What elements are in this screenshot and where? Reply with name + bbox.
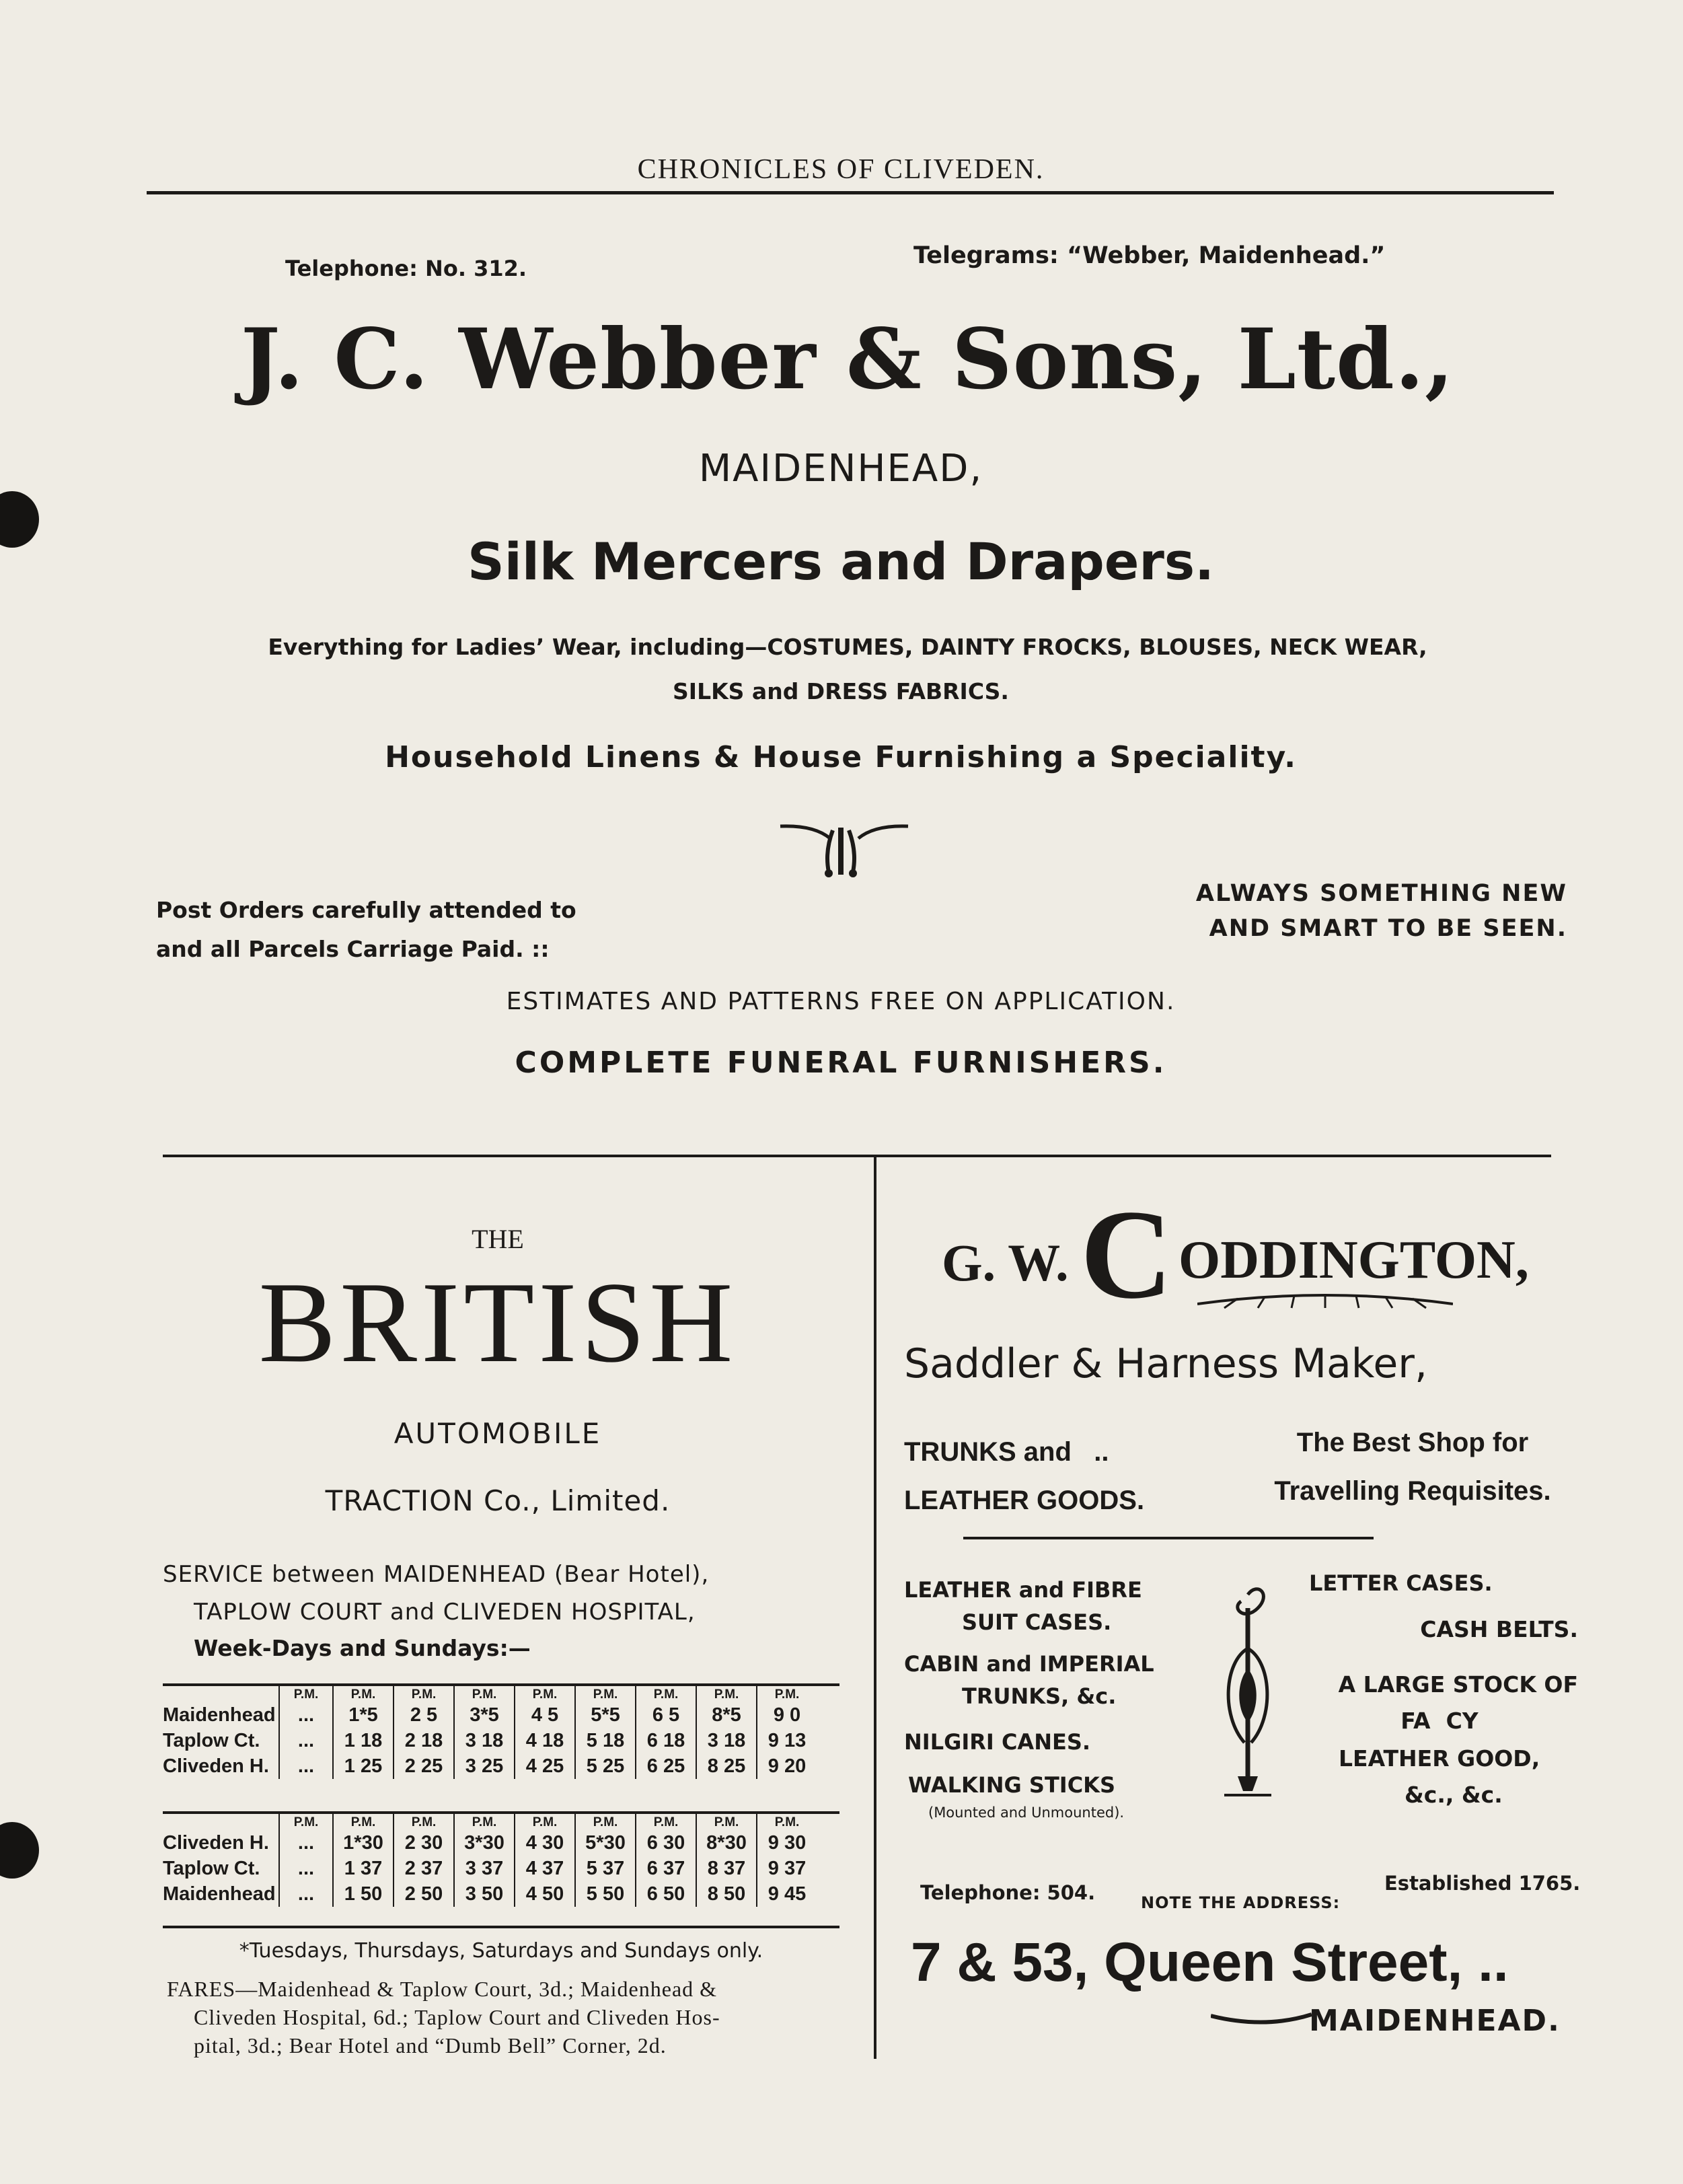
timetable-rule-bottom: [163, 1926, 839, 1928]
coddington-leather-line2: SUIT CASES.: [962, 1609, 1112, 1635]
time-cell: 8*5: [696, 1702, 757, 1728]
punch-hole-top: [0, 491, 39, 548]
time-cell: 9 20: [757, 1753, 817, 1779]
time-cell: 1 18: [333, 1728, 394, 1753]
time-cell: ...: [279, 1702, 333, 1728]
webber-funeral: COMPLETE FUNERAL FURNISHERS.: [515, 1046, 1167, 1080]
time-cell: 4 30: [515, 1830, 575, 1856]
coddington-trade: Saddler & Harness Maker,: [904, 1340, 1428, 1387]
coddington-telephone: Telephone: 504.: [920, 1881, 1096, 1904]
section-rule: [163, 1155, 1551, 1157]
time-cell: 1 37: [333, 1856, 394, 1881]
webber-always-line1: ALWAYS SOMETHING NEW: [1195, 880, 1567, 907]
time-header: P.M.: [454, 1814, 515, 1830]
time-cell: 3 25: [454, 1753, 515, 1779]
coddington-stock-line4: &c., &c.: [1405, 1782, 1503, 1808]
coddington-cash: CASH BELTS.: [1420, 1616, 1578, 1642]
time-cell: 2 50: [394, 1881, 454, 1907]
table-row: [163, 1856, 817, 1881]
stop-name: Cliveden H.: [163, 1831, 269, 1854]
time-cell: 9 30: [757, 1830, 817, 1856]
time-header: P.M.: [333, 1814, 394, 1830]
time-cell: 4 25: [515, 1753, 575, 1779]
time-cell: 8 25: [696, 1753, 757, 1779]
time-cell: 2 30: [394, 1830, 454, 1856]
webber-telephone: Telephone: No. 312.: [285, 256, 527, 281]
table-row: [163, 1830, 817, 1856]
table-row: [163, 1702, 817, 1728]
time-cell: 3 18: [696, 1728, 757, 1753]
time-cell: 5 18: [575, 1728, 636, 1753]
webber-estimates: ESTIMATES AND PATTERNS FREE ON APPLICATION.: [506, 988, 1176, 1015]
time-cell: 3 50: [454, 1881, 515, 1907]
time-header: P.M.: [515, 1686, 575, 1702]
coddington-stock-line2: FA CY: [1400, 1708, 1479, 1734]
time-header: P.M.: [394, 1686, 454, 1702]
time-cell: 9 0: [757, 1702, 817, 1728]
time-cell: 1 50: [333, 1881, 394, 1907]
coddington-divider: [963, 1537, 1374, 1539]
table-row: [163, 1881, 817, 1907]
webber-household: Household Linens & House Furnishing a Speciality.: [385, 740, 1297, 774]
british-footnote: *Tuesdays, Thursdays, Saturdays and Sundays only.: [239, 1939, 763, 1963]
time-cell: 3 37: [454, 1856, 515, 1881]
timetable-outbound-header: [163, 1686, 817, 1702]
time-header: P.M.: [575, 1814, 636, 1830]
time-cell: 9 13: [757, 1728, 817, 1753]
webber-always-line2: AND SMART TO BE SEEN.: [1209, 915, 1567, 942]
time-cell: 6 30: [636, 1830, 696, 1856]
stop-name: Taplow Ct.: [163, 1857, 260, 1879]
punch-hole-bottom: [0, 1822, 39, 1879]
time-header: P.M.: [696, 1814, 757, 1830]
stop-name: Maidenhead: [163, 1883, 276, 1905]
coddington-stock-line3: LEATHER GOOD,: [1339, 1745, 1540, 1772]
stop-name: Maidenhead: [163, 1704, 276, 1726]
time-cell: 3*30: [454, 1830, 515, 1856]
webber-post-line2: and all Parcels Carriage Paid. ::: [156, 936, 550, 962]
time-cell: 3*5: [454, 1702, 515, 1728]
table-row: [163, 1753, 817, 1779]
time-cell: 6 50: [636, 1881, 696, 1907]
time-cell: 6 5: [636, 1702, 696, 1728]
british-company: TRACTION Co., Limited.: [325, 1484, 671, 1517]
swash-underline-icon: [1211, 2009, 1312, 2029]
coddington-cabin-line2: TRUNKS, &c.: [962, 1683, 1117, 1709]
header-rule: [147, 191, 1554, 194]
coddington-best-line2: Travelling Requisites.: [1274, 1476, 1551, 1506]
column-divider: [874, 1157, 876, 2059]
time-header: P.M.: [757, 1814, 817, 1830]
british-name: BRITISH: [258, 1259, 737, 1387]
page-header-title: CHRONICLES OF CLIVEDEN.: [637, 154, 1045, 185]
time-cell: 5 37: [575, 1856, 636, 1881]
coddington-established: Established 1765.: [1384, 1872, 1581, 1895]
coddington-leather-line1: LEATHER and FIBRE: [904, 1577, 1142, 1603]
time-cell: 6 18: [636, 1728, 696, 1753]
rays-ornament-icon: [1197, 1290, 1453, 1317]
coddington-town: MAIDENHEAD.: [1309, 2004, 1561, 2038]
time-cell: 8 37: [696, 1856, 757, 1881]
time-cell: 5*30: [575, 1830, 636, 1856]
time-cell: 5 25: [575, 1753, 636, 1779]
coddington-initial-c: C: [1080, 1184, 1173, 1325]
time-header: P.M.: [394, 1814, 454, 1830]
british-service-line2: TAPLOW COURT and CLIVEDEN HOSPITAL,: [194, 1599, 696, 1626]
coddington-stock-line1: A LARGE STOCK OF: [1338, 1671, 1578, 1698]
coddington-letter: LETTER CASES.: [1309, 1570, 1493, 1596]
coddington-walking: WALKING STICKS: [908, 1772, 1116, 1798]
time-cell: 2 37: [394, 1856, 454, 1881]
time-header: P.M.: [279, 1814, 333, 1830]
time-cell: 3 18: [454, 1728, 515, 1753]
coddington-best-line1: The Best Shop for: [1296, 1428, 1529, 1457]
time-cell: 1*30: [333, 1830, 394, 1856]
webber-name: J. C. Webber & Sons, Ltd.,: [240, 311, 1455, 408]
time-cell: 5 50: [575, 1881, 636, 1907]
timetable-inbound-header: [163, 1814, 817, 1830]
time-cell: ...: [279, 1856, 333, 1881]
time-cell: 4 37: [515, 1856, 575, 1881]
time-cell: 4 5: [515, 1702, 575, 1728]
coddington-trunks-line2: LEATHER GOODS.: [904, 1486, 1145, 1515]
british-fares-line1: FARES—Maidenhead & Taplow Court, 3d.; Maidenhead &: [167, 1977, 718, 2001]
table-row: [163, 1728, 817, 1753]
coddington-mounted: (Mounted and Unmounted).: [928, 1805, 1125, 1821]
time-cell: ...: [279, 1728, 333, 1753]
webber-town: MAIDENHEAD,: [698, 447, 983, 490]
coddington-nilgiri: NILGIRI CANES.: [904, 1729, 1091, 1755]
ornament-flourish-icon: [774, 818, 915, 880]
time-cell: 9 45: [757, 1881, 817, 1907]
webber-telegrams: Telegrams: “Webber, Maidenhead.”: [913, 242, 1386, 269]
time-header: P.M.: [696, 1686, 757, 1702]
british-fares-line3: pital, 3d.; Bear Hotel and “Dumb Bell” Corner, 2d.: [194, 2033, 667, 2058]
time-cell: 6 25: [636, 1753, 696, 1779]
time-cell: ...: [279, 1881, 333, 1907]
time-cell: 2 5: [394, 1702, 454, 1728]
time-cell: ...: [279, 1753, 333, 1779]
british-automobile: AUTOMOBILE: [394, 1417, 602, 1450]
webber-trade: Silk Mercers and Drapers.: [468, 532, 1214, 591]
british-service-line1: SERVICE between MAIDENHEAD (Bear Hotel),: [163, 1561, 710, 1588]
time-cell: 4 50: [515, 1881, 575, 1907]
time-header: P.M.: [279, 1686, 333, 1702]
british-fares-line2: Cliveden Hospital, 6d.; Taplow Court and Cliveden Hos-: [194, 2005, 720, 2029]
webber-ladies-line1: Everything for Ladies’ Wear, including—COSTUMES, DAINTY FROCKS, BLOUSES, NECK WEAR,: [268, 634, 1427, 660]
coddington-note: NOTE THE ADDRESS:: [1141, 1893, 1341, 1912]
coddington-address: 7 & 53, Queen Street, ..: [911, 1932, 1509, 1993]
time-cell: 8*30: [696, 1830, 757, 1856]
british-the: THE: [472, 1224, 524, 1254]
time-header: P.M.: [333, 1686, 394, 1702]
time-cell: 2 18: [394, 1728, 454, 1753]
stop-name: Taplow Ct.: [163, 1729, 260, 1751]
time-header: P.M.: [515, 1814, 575, 1830]
british-service-line3: Week-Days and Sundays:—: [194, 1635, 531, 1661]
time-cell: 5*5: [575, 1702, 636, 1728]
timetable-outbound: [163, 1686, 817, 1779]
time-header: P.M.: [454, 1686, 515, 1702]
time-header: P.M.: [636, 1686, 696, 1702]
time-cell: 9 37: [757, 1856, 817, 1881]
time-cell: 4 18: [515, 1728, 575, 1753]
coddington-cabin-line1: CABIN and IMPERIAL: [904, 1651, 1154, 1677]
coddington-trunks-line1: TRUNKS and ..: [904, 1437, 1109, 1467]
webber-post-line1: Post Orders carefully attended to: [156, 897, 576, 923]
stop-name: Cliveden H.: [163, 1755, 269, 1777]
time-cell: 1*5: [333, 1702, 394, 1728]
time-cell: 8 50: [696, 1881, 757, 1907]
time-cell: 6 37: [636, 1856, 696, 1881]
coddington-surname: ODDINGTON,: [1179, 1231, 1529, 1290]
coddington-initials: G. W.: [942, 1233, 1069, 1292]
time-cell: 2 25: [394, 1753, 454, 1779]
time-cell: 1 25: [333, 1753, 394, 1779]
timetable-inbound: [163, 1814, 817, 1907]
webber-ladies-line2: SILKS and DRESS FABRICS.: [673, 678, 1009, 704]
time-header: P.M.: [636, 1814, 696, 1830]
time-cell: ...: [279, 1830, 333, 1856]
time-header: P.M.: [757, 1686, 817, 1702]
time-header: P.M.: [575, 1686, 636, 1702]
